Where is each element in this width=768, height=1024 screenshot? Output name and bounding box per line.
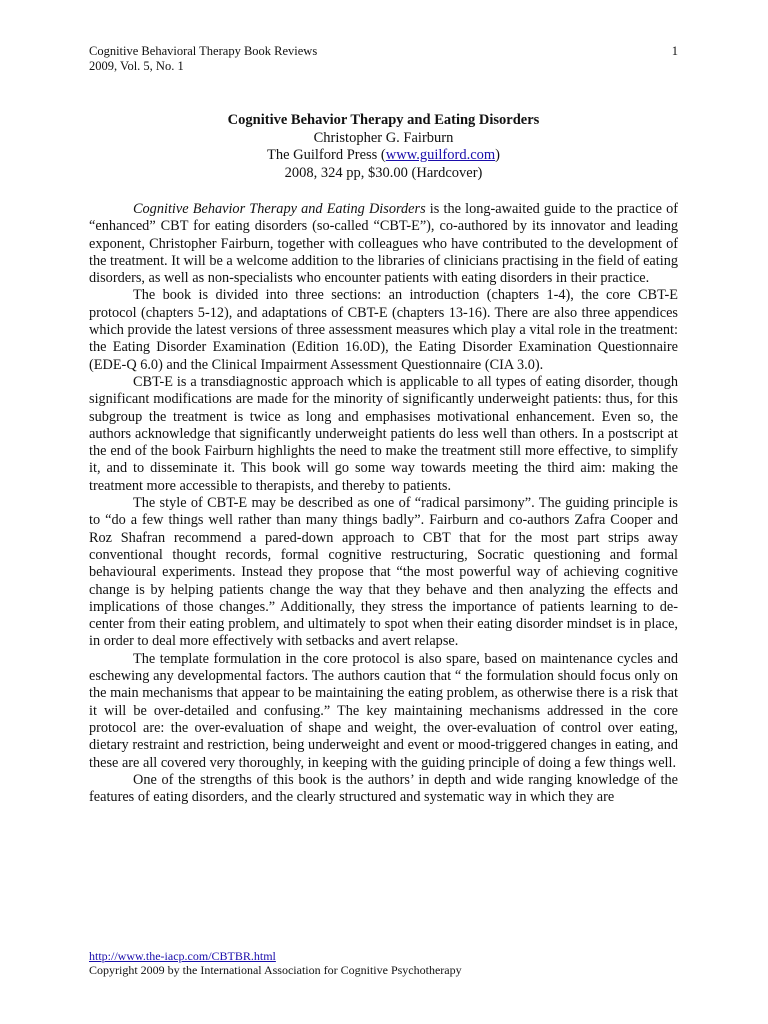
journal-name: Cognitive Behavioral Therapy Book Reviews — [89, 44, 318, 58]
footer-url-link[interactable]: http://www.the-iacp.com/CBTBR.html — [89, 949, 276, 963]
paragraph: CBT-E is a transdiagnostic approach which is applicable to all types of eating disorder, though significant modifications are made for the minority of significantly underweight patients: thus, for this subgroup the treatment is twice as long and emphasises motivational enhancement. Even so, the authors acknowledge that significantly underweight patients do less well than others. In a postscript at the end of the book Fairburn highlights the need to make the treatment still more effective, to simplify it, and to disseminate it. This book will go some way towards meeting the third aim: making the treatment more accessible to therapists, and thereby to patients. — [89, 373, 678, 494]
paragraph: One of the strengths of this book is the authors’ in depth and wide ranging knowledge of the features of eating disorders, and the clearly structured and systematic way in which they are — [89, 771, 678, 806]
paragraph: Cognitive Behavior Therapy and Eating Disorders is the long-awaited guide to the practice of “enhanced” CBT for eating disorders (so-called “CBT-E”), co-authored by its innovator and leading exponent, Christopher Fairburn, together with colleagues who have contributed to the development of the treatment. It will be a welcome addition to the libraries of clinicians practising in the field of eating disorders, as well as non-specialists who encounter patients with eating disorders in their practice. — [89, 201, 678, 287]
publisher-suffix: ) — [495, 147, 501, 163]
book-details: 2008, 324 pp, $30.00 (Hardcover) — [284, 164, 483, 181]
page-footer — [89, 949, 678, 977]
publisher-prefix: The Guilford Press ( — [266, 147, 386, 163]
copyright-text: Copyright 2009 by the International Association for Cognitive Psychotherapy — [89, 963, 462, 977]
paragraph: The template formulation in the core protocol is also spare, based on maintenance cycles and eschewing any developmental factors. The authors caution that “ the formulation should focus only on the main mechanisms that appear to be maintaining the eating problem, as otherwise there is a risk that it will be over-detailed and confusing.” The key maintaining mechanisms addressed in the core protocol are: the over-evaluation of shape and weight, the over-evaluation of control over eating, dietary restraint and restriction, being underweight and event or mood-triggered changes in eating, and these are all covered very thoroughly, in keeping with the guiding principle of doing a few things well. — [89, 650, 678, 771]
paragraph: The style of CBT-E may be described as one of “radical parsimony”. The guiding principle is to “do a few things well rather than many things badly”. Fairburn and co-authors Zafra Cooper and Roz Shafran recommend a pared-down approach to CBT that for the most part strips away conventional thought records, formal cognitive restructuring, Socratic questioning and formal behavioural experiments. Instead they propose that “the most powerful way of achieving cognitive change is by helping patients change the way that they behave and then analyzing the effects and implications of those changes.” Additionally, they stress the importance of patients learning to de-center from their eating problem, and ultimately to spot when their eating disorder mindset is in place, in order to deal more effectively with setbacks and avert relapse. — [89, 495, 678, 650]
book-info — [89, 112, 678, 182]
book-publisher — [89, 147, 678, 165]
running-header — [89, 44, 678, 74]
book-title: Cognitive Behavior Therapy and Eating Disorders — [227, 112, 540, 128]
review-body — [89, 201, 678, 806]
book-author: Christopher G. Fairburn — [313, 129, 454, 146]
publisher-link[interactable]: www.guilford.com — [385, 147, 496, 163]
book-title-italic: Cognitive Behavior Therapy and Eating Disorders — [133, 201, 426, 217]
page-number: 1 — [671, 44, 678, 58]
volume-info: 2009, Vol. 5, No. 1 — [89, 59, 184, 73]
paragraph: The book is divided into three sections: an introduction (chapters 1-4), the core CBT-E protocol (chapters 5-12), and adaptations of CBT-E (chapters 13-16). There are also three appendices which provide the latest versions of three assessment measures which play a vital role in the treatment: the Eating Disorder Examination (Edition 16.0D), the Eating Disorder Examination Questionnaire (EDE-Q 6.0) and the Clinical Impairment Assessment Questionnaire (CIA 3.0). — [89, 287, 678, 373]
